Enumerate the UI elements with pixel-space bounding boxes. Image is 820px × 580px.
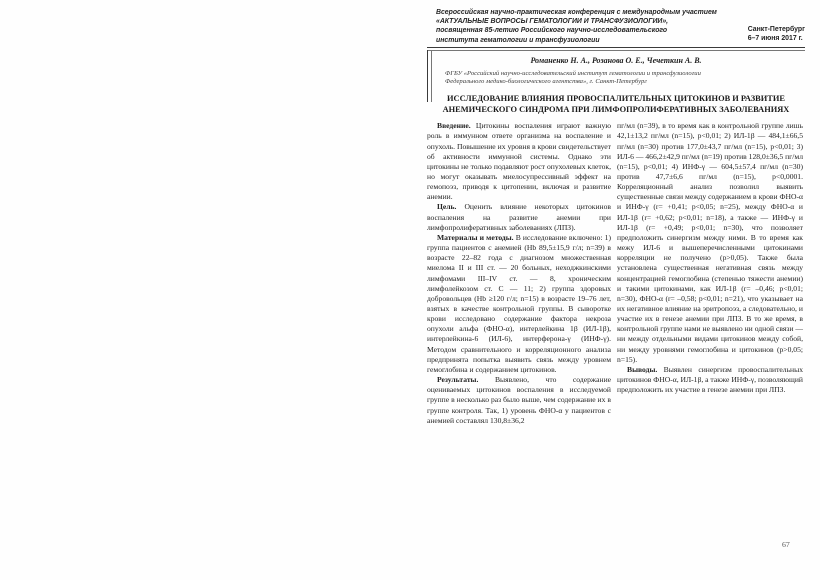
body-column-left [427, 121, 611, 426]
paragraph-text: В исследование включено: 1) группа пациентов с анемией (Hb 89,5±15,9 г/л; n=39) в возрасте 22–82 года с диагнозом множественная миелома II и III ст. — 20 больных, неходжкинскими лимфомами III–IV ст. — 8, хроническим лимфолейкозом ст. С — 11; 2) группа здоровых добровольцев (Hb ≥120 г/л; n=15) в возрасте 19–76 лет, взятых в качестве контрольной группы. В сыворотке крови исследовано содержание фактора некроза опухоли альфа (ФНО-α), интерлейкина 1β (ИЛ-1β), интерлейкина-6 (ИЛ-6), интерферона-γ (ИНФ-γ). Методом сравнительного и корреляционного анализа предпринята попытка выявить связь между уровнем гемоглобина и содержанием цитокинов. [427, 232, 611, 374]
header-divider-rule [427, 47, 805, 51]
conference-dates: 6–7 июня 2017 г. [747, 35, 803, 43]
author-box-left-rule [427, 50, 432, 102]
conference-place: Санкт-Петербург [747, 26, 805, 34]
paragraph-text: пг/мл (n=39), в то время как в контрольной группе лишь 42,1±13,2 пг/мл (n=15), р<0,01; 2) ИЛ-1β — 484,1±66,5 пг/мл (n=30) против 177,0±43,7 пг/мл (n=15), р<0,01; 3) ИЛ-6 — 466,2±42,9 пг/мл (n=19) против 128,0±36,5 пг/мл (n=15), р<0,01; 4) ИНФ-γ — 604,5±57,4 пг/мл (n=30) против 47,7±6,6 пг/мл (n=15), р<0,0001. Корреляционный анализ позволил выявить существенные связи между содержанием в крови ФНО-α и ИНФ-γ (r= +0,41; р<0,05; n=25), между ФНО-α и ИЛ-1β (r= +0,62; р<0,01; n=18), а также — ИНФ-γ и ИЛ-1β (r= +0,49; р<0,01; n=30), что позволяет предположить синергизм между ними. В то время как межу ИЛ-6 и вышеперечисленными цитокинами корреляции не получено (р>0,05). Также была установлена существенная негативная связь между концентрацией гемоглобина (степенью тяжести анемии) и такими цитокинами, как ИЛ-1β (r= –0,46; р<0,01; n=30), ФНО-α (r= –0,58; р<0,01; n=21), что указывает на их негативное влияние на эритропоэз, а следовательно, и участие их в генезе анемии при ЛПЗ. В то же время, в контрольной группе нами не выявлено ни одной связи — ни между отдельными видами цитокинов между собой, ни между уровнями гемоглобина и цитокинов (р>0,05; n=15). [617, 121, 803, 364]
conference-line-4: института гематологии и трансфузиологии [436, 36, 600, 44]
conference-header-text [436, 8, 717, 45]
article-title-line-1: ИССЛЕДОВАНИЕ ВЛИЯНИЯ ПРОВОСПАЛИТЕЛЬНЫХ ЦИТОКИНОВ И РАЗВИТИЕ [447, 94, 785, 103]
paragraph-lead: Результаты. [437, 375, 479, 385]
paragraph-lead: Цель. [437, 202, 457, 212]
page-number: 67 [782, 540, 790, 549]
body-column-right [617, 121, 803, 426]
paragraph-text: Выявлен синергизм провоспалительных цитокинов ФНО-α, ИЛ-1β, а также ИНФ-γ, позволяющий предположить их участие в генезе анемии при ЛПЗ. [617, 364, 803, 395]
paragraph-conclusions [617, 365, 803, 395]
conference-place-date [748, 26, 805, 45]
affiliation-line-1: ФГБУ «Российский научно-исследовательский институт гематологии и трансфузиологии [445, 69, 701, 77]
conference-line-1: Всероссийская научно-практическая конференция с международным участием [436, 9, 717, 16]
paragraph-results-start [427, 375, 611, 426]
paragraph-materials-methods [427, 233, 611, 375]
affiliation [445, 70, 805, 87]
paragraph-text: Выявлено, что содержание оцениваемых цитокинов воспаления в исследуемой группе в несколько раз было выше, чем содержание их в группе контроля. Так, 1) уровень ФНО-α у пациентов с анемией составлял 130,8±36,2 [427, 375, 611, 425]
authors-line: Романенко Н. А., Розанова О. Е., Чечеткин А. В. [530, 55, 702, 65]
paragraph-lead: Выводы. [627, 364, 658, 374]
conference-line-3: посвященная 85-летию Российского научно-исследовательского [436, 27, 668, 35]
affiliation-line-2: Федерального медико-биологического агентства», г. Санкт-Петербург [445, 78, 647, 86]
paragraph-text: Оценить влияние некоторых цитокинов воспаления на развитие анемии при лимфопролиферативных заболеваниях (ЛПЗ). [427, 202, 612, 232]
conference-header [427, 8, 805, 45]
conference-line-2: «АКТУАЛЬНЫЕ ВОПРОСЫ ГЕМАТОЛОГИИ И ТРАНСФУЗИОЛОГИИ», [436, 18, 669, 26]
article-title [427, 94, 805, 115]
paragraph-lead: Введение. [437, 121, 471, 131]
paragraph-results-continued [617, 121, 803, 365]
page-content [427, 8, 805, 426]
paragraph-introduction [427, 121, 611, 202]
article-title-line-2: АНЕМИЧЕСКОГО СИНДРОМА ПРИ ЛИМФОПРОЛИФЕРАТИВНЫХ ЗАБОЛЕВАНИЯХ [442, 104, 790, 114]
paragraph-aim [427, 202, 611, 232]
paragraph-lead: Материалы и методы. [437, 232, 514, 242]
paragraph-text: Цитокины воспаления играют важную роль в иммунном ответе организма на воспаление и опухоль. Повышение их уровня в крови свидетельствует об активности иммунной системы. Однако эти цитокины не только подавляют рост опухолевых клеток, но могут оказывать миелосупрессивный эффект на гемопоэз, приводя к цитопении, включая и развитие анемии. [427, 121, 611, 202]
body-columns [427, 121, 805, 426]
